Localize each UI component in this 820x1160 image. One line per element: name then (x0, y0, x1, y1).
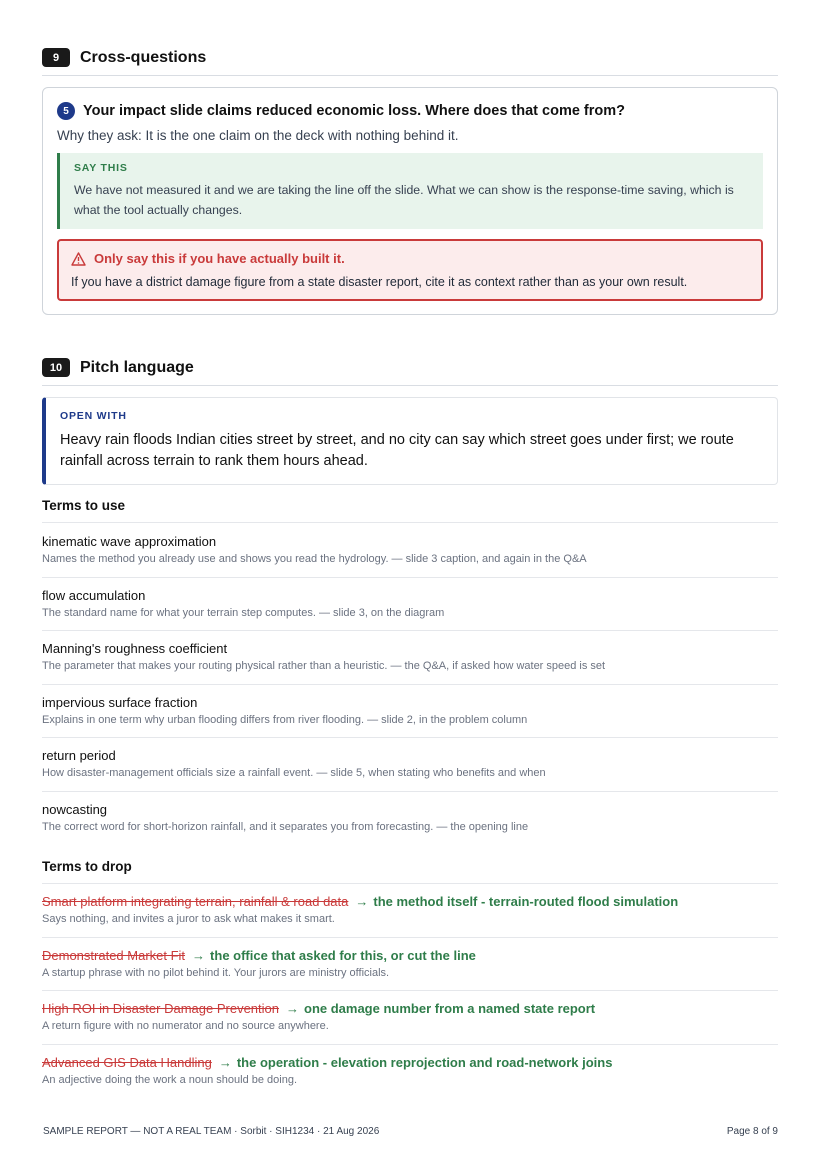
why-they-ask: Why they ask: It is the one claim on the deck with nothing behind it. (57, 128, 459, 143)
terms-to-use-heading: Terms to use (42, 498, 778, 523)
list-item (42, 524, 778, 578)
warning-triangle-icon (71, 252, 86, 266)
term-description: How disaster-management officials size a rainfall event. — slide 5, when stating who benefits and when (42, 767, 546, 779)
arrow-right-icon: → (355, 894, 369, 909)
warning-box (57, 239, 763, 301)
term-name: impervious surface fraction (42, 694, 198, 710)
term-description: The standard name for what your terrain step computes. — slide 3, on the diagram (42, 606, 445, 619)
drop-term-line (42, 894, 778, 909)
term-description: The parameter that makes your routing physical rather than a heuristic. — the Q&A, if asked how water speed is set (42, 660, 606, 672)
replacement-term: the operation - elevation reprojection and road-network joins (236, 1054, 613, 1070)
drop-reason: Says nothing, and invites a juror to ask what makes it smart. (42, 913, 335, 925)
drop-term-line (42, 948, 778, 963)
say-this-text: We have not measured it and we are taking the line off the slide. What we can show is the response-time saving, which is what the tool actually changes. (74, 183, 734, 217)
list-item (42, 685, 778, 739)
drop-term-line (42, 1055, 778, 1070)
list-item (42, 1045, 778, 1099)
replacement-term: the method itself - terrain-routed flood simulation (373, 894, 679, 909)
open-with-label: OPEN WITH (60, 410, 127, 422)
drop-term-line (42, 1001, 778, 1016)
section-header (42, 358, 778, 386)
open-with-text: Heavy rain floods Indian cities street by street, and no city can say which street goes under first; we route rainfall across terrain to rank them hours ahead. (60, 432, 734, 469)
term-description: Names the method you already use and shows you read the hydrology. — slide 3 caption, and again in the Q&A (42, 553, 587, 565)
section-number-badge: 10 (42, 358, 70, 377)
drop-reason: An adjective doing the work a noun should be doing. (42, 1073, 298, 1086)
section-title: Cross-questions (80, 48, 207, 66)
list-item (42, 792, 778, 846)
term-name: kinematic wave approximation (42, 534, 217, 549)
cross-question-card (42, 87, 778, 315)
term-description: Explains in one term why urban flooding differs from river flooding. — slide 2, in the problem column (42, 713, 528, 726)
section-title: Pitch language (80, 358, 194, 376)
open-with-box (42, 397, 778, 485)
term-description: The correct word for short-horizon rainfall, and it separates you from forecasting. — the opening line (42, 820, 529, 833)
warning-title: Only say this if you have actually built it. (94, 251, 345, 266)
term-name: Manning's roughness coefficient (42, 641, 228, 656)
say-this-box (57, 153, 763, 229)
page-number: Page 8 of 9 (726, 1126, 778, 1137)
drop-reason: A startup phrase with no pilot behind it. Your jurors are ministry officials. (42, 966, 390, 979)
section-10 (42, 358, 778, 386)
dropped-term: Demonstrated Market Fit (42, 947, 186, 963)
list-item (42, 938, 778, 992)
footer-report-info: SAMPLE REPORT — NOT A REAL TEAM · Sorbit · SIH1234 · 21 Aug 2026 (43, 1126, 380, 1137)
list-item (42, 738, 778, 792)
section-header (42, 48, 778, 76)
page-footer (43, 1126, 778, 1137)
arrow-right-icon: → (286, 1001, 299, 1016)
replacement-term: the office that asked for this, or cut the line (210, 947, 476, 963)
list-item (42, 631, 778, 685)
section-9 (42, 48, 778, 76)
warning-text: If you have a district damage figure from a state disaster report, cite it as context rather than as your own result. (71, 275, 688, 289)
drop-reason: A return figure with no numerator and no source anywhere. (42, 1020, 329, 1032)
say-this-label: SAY THIS (74, 162, 128, 174)
dropped-term: Smart platform integrating terrain, rainfall & road data (42, 894, 349, 909)
list-item (42, 884, 778, 938)
section-number-badge: 9 (42, 48, 70, 67)
replacement-term: one damage number from a named state report (304, 1001, 596, 1016)
term-name: nowcasting (42, 801, 108, 817)
dropped-term: Advanced GIS Data Handling (42, 1054, 212, 1070)
question-number-badge: 5 (57, 102, 75, 120)
term-name: flow accumulation (42, 587, 146, 603)
question-text: Your impact slide claims reduced economic loss. Where does that come from? (83, 103, 626, 119)
dropped-term: High ROI in Disaster Damage Prevention (42, 1001, 279, 1016)
arrow-right-icon: → (218, 1054, 232, 1070)
list-item (42, 991, 778, 1045)
terms-to-drop-list (42, 884, 778, 1098)
list-item (42, 578, 778, 632)
arrow-right-icon: → (192, 947, 206, 963)
warning-title-row (71, 251, 749, 266)
terms-to-use-list (42, 524, 778, 845)
question-row (57, 102, 763, 120)
terms-to-drop-heading: Terms to drop (42, 859, 778, 884)
term-name: return period (42, 748, 116, 763)
